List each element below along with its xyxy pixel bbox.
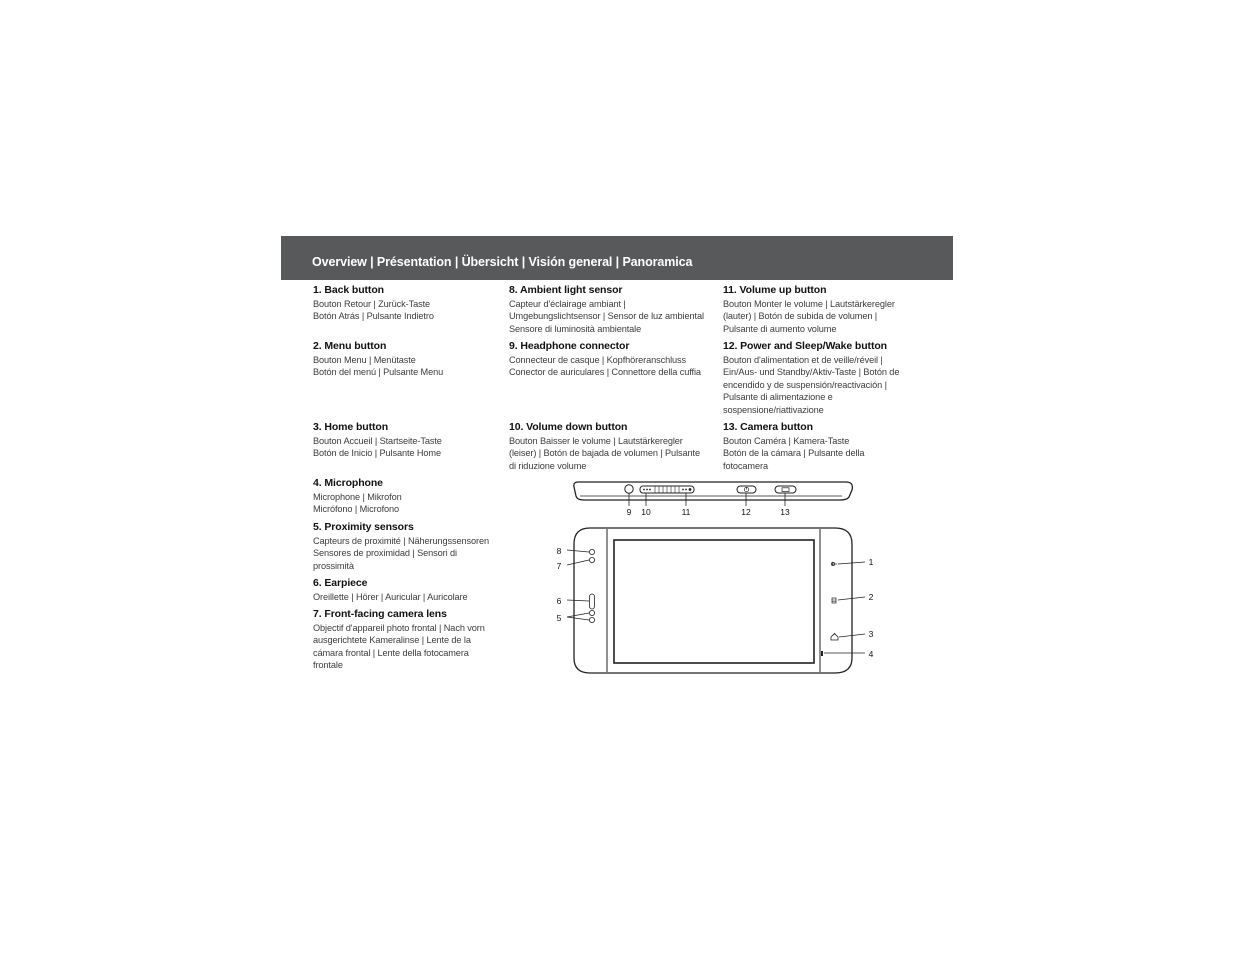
callout-3: 3 — [868, 629, 874, 639]
screen — [614, 540, 814, 663]
item-menu-button — [313, 340, 509, 379]
item-microphone — [313, 477, 509, 516]
item-description: Connecteur de casque | Kopfhöreranschluss Conector de auriculares | Connettore della cuffia — [509, 355, 701, 378]
headphone-jack-icon — [625, 485, 633, 493]
callout-4: 4 — [868, 649, 874, 659]
item-volume-up-button — [723, 284, 923, 335]
camera-icon — [775, 486, 796, 493]
item-earpiece — [313, 577, 509, 603]
item-description: Bouton Caméra | Kamera-Taste Botón de la cámara | Pulsante della fotocamera — [723, 436, 865, 471]
item-volume-down-button — [509, 421, 723, 472]
microphone-icon — [821, 651, 823, 656]
item-description: Capteur d'éclairage ambiant | Umgebungslichtsensor | Sensor de luz ambiental Sensore di luminosità ambientale — [509, 299, 704, 334]
callout-8: 8 — [556, 546, 562, 556]
item-back-button — [313, 284, 509, 323]
callout-11: 11 — [681, 507, 691, 517]
item-title: 13. Camera button — [723, 421, 813, 433]
callout-12: 12 — [741, 507, 751, 517]
item-title: 2. Menu button — [313, 340, 387, 352]
device-diagram — [540, 478, 885, 678]
callout-7: 7 — [556, 561, 562, 571]
item-title: 9. Headphone connector — [509, 340, 630, 352]
callout-9: 9 — [626, 507, 632, 517]
item-ambient-light-sensor — [509, 284, 723, 335]
item-description: Bouton Retour | Zurück-Taste Botón Atrás | Pulsante Indietro — [313, 299, 434, 322]
item-home-button — [313, 421, 509, 460]
item-description: Bouton d'alimentation et de veille/réveil | Ein/Aus- und Standby/Aktiv-Taste | Botón de encendido y de suspensión/reactivación | Pulsante di alimentazione e sospensione/riattivazione — [723, 355, 900, 415]
menu-icon — [832, 598, 836, 603]
callout-6: 6 — [556, 596, 562, 606]
item-description: Objectif d'appareil photo frontal | Nach vorn ausgerichtete Kameralinse | Lente de la cámara frontal | Lente della fotocamera frontale — [313, 623, 485, 671]
proximity-sensor-icon — [589, 610, 594, 615]
item-description: Oreillette | Hörer | Auricular | Auricolare — [313, 592, 468, 602]
item-description: Bouton Monter le volume | Lautstärkeregler (lauter) | Botón de subida de volumen | Pulsante di aumento volume — [723, 299, 895, 334]
section-header — [281, 236, 953, 280]
item-title: 1. Back button — [313, 284, 384, 296]
device-top-edge — [574, 482, 853, 517]
item-power-sleep-wake-button — [723, 340, 923, 416]
item-front-camera-lens — [313, 608, 509, 672]
callout-5: 5 — [556, 613, 562, 623]
item-title: 6. Earpiece — [313, 577, 368, 589]
ambient-light-sensor-icon — [589, 549, 594, 554]
callout-2: 2 — [868, 592, 874, 602]
item-description: Microphone | Mikrofon Micrófono | Microfono — [313, 492, 402, 515]
home-icon — [831, 634, 838, 641]
item-title: 7. Front-facing camera lens — [313, 608, 447, 620]
item-title: 5. Proximity sensors — [313, 521, 414, 533]
callout-1: 1 — [868, 557, 874, 567]
item-title: 4. Microphone — [313, 477, 383, 489]
item-title: 10. Volume down button — [509, 421, 628, 433]
item-title: 3. Home button — [313, 421, 389, 433]
item-title: 8. Ambient light sensor — [509, 284, 623, 296]
volume-rocker — [640, 486, 694, 493]
callout-10: 10 — [641, 507, 651, 517]
item-description: Bouton Menu | Menütaste Botón del menú | Pulsante Menu — [313, 355, 444, 378]
item-description: Capteurs de proximité | Näherungssensoren Sensores de proximidad | Sensori di prossimità — [313, 536, 490, 571]
item-title: 12. Power and Sleep/Wake button — [723, 340, 887, 352]
item-description: Bouton Baisser le volume | Lautstärkeregler (leiser) | Botón de bajada de volumen | Pulsante di riduzione volume — [509, 436, 700, 471]
item-proximity-sensors — [313, 521, 509, 572]
front-camera-icon — [589, 557, 594, 562]
earpiece-icon — [590, 594, 595, 609]
page-title: Overview | Présentation | Übersicht | Visión general | Panoramica — [312, 255, 693, 269]
item-description: Bouton Accueil | Startseite-Taste Botón de Inicio | Pulsante Home — [313, 436, 442, 459]
proximity-sensor-icon — [589, 617, 594, 622]
item-camera-button — [723, 421, 923, 472]
callout-13: 13 — [780, 507, 790, 517]
item-title: 11. Volume up button — [723, 284, 827, 296]
device-front-view — [557, 528, 874, 673]
back-icon — [831, 562, 837, 566]
item-headphone-connector — [509, 340, 723, 379]
power-icon — [737, 486, 756, 493]
device-illustration — [540, 478, 885, 678]
